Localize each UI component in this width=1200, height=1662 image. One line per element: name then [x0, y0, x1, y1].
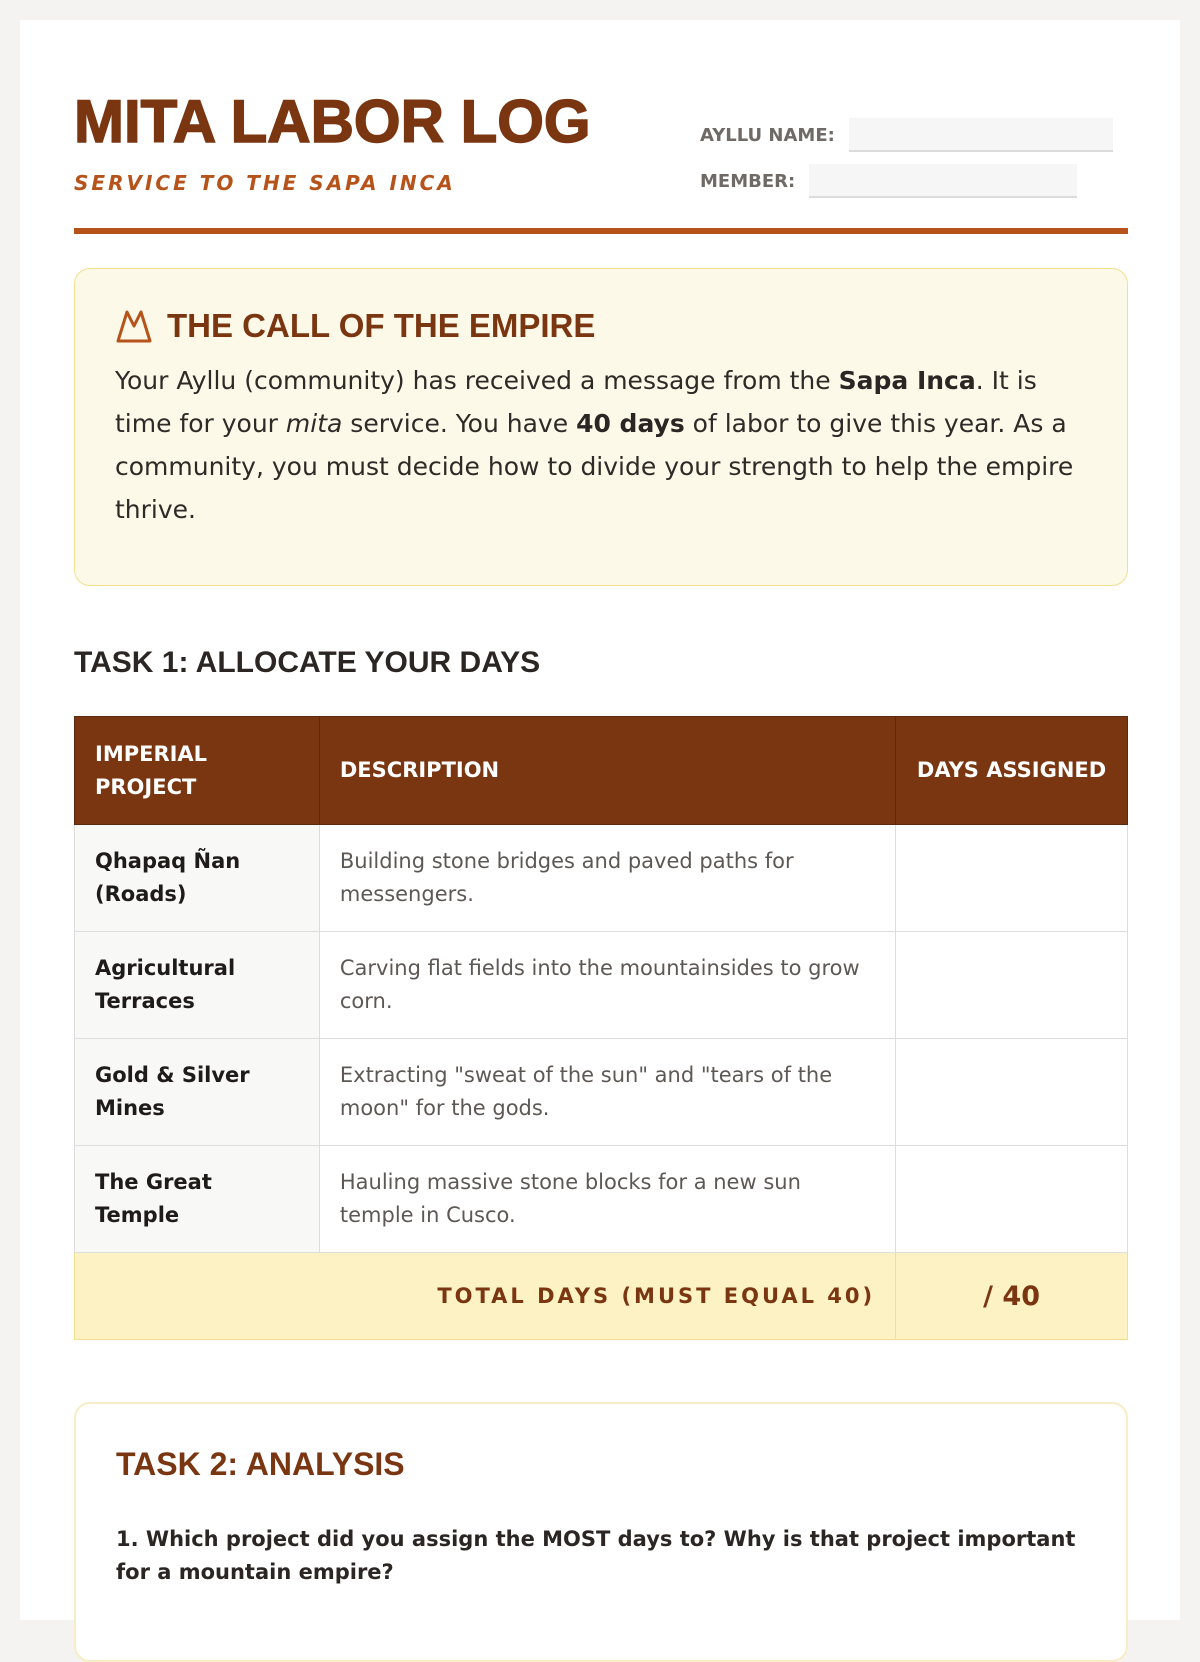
task2-section — [74, 1402, 1128, 1662]
page-title: MITA LABOR LOG — [74, 88, 591, 155]
column-header-project: IMPERIAL PROJECT — [75, 717, 320, 825]
intro-callout — [74, 268, 1128, 586]
column-header-description: DESCRIPTION — [319, 717, 895, 825]
days-assigned-cell[interactable] — [896, 1039, 1128, 1146]
column-header-days: DAYS ASSIGNED — [896, 717, 1128, 825]
project-name: Qhapaq Ñan (Roads) — [75, 825, 320, 932]
project-description: Building stone bridges and paved paths for messengers. — [319, 825, 895, 932]
page-subtitle: SERVICE TO THE SAPA INCA — [74, 171, 456, 195]
intro-text-part: . It is time for your — [115, 366, 1037, 438]
worksheet — [20, 20, 1180, 1620]
intro-text-bold: 40 days — [576, 409, 685, 438]
project-description: Extracting "sweat of the sun" and "tears of the moon" for the gods. — [319, 1039, 895, 1146]
total-value[interactable]: / 40 — [896, 1253, 1128, 1340]
intro-heading — [115, 307, 1087, 345]
table-row — [75, 1146, 1128, 1253]
table-header-row — [75, 717, 1128, 825]
table-row — [75, 825, 1128, 932]
mountain-icon — [115, 308, 153, 344]
question-1: 1. Which project did you assign the MOST days to? Why is that project important for a mountain empire? — [116, 1527, 1076, 1584]
days-assigned-cell[interactable] — [896, 932, 1128, 1039]
project-name: Agricultural Terraces — [75, 932, 320, 1039]
days-assigned-cell[interactable] — [896, 825, 1128, 932]
intro-text-part: service. You have — [342, 409, 577, 438]
table-row — [75, 1039, 1128, 1146]
intro-text-part: of labor to give this year. As a community, you must decide how to divide your strength to help the empire thrive. — [115, 409, 1074, 524]
total-label: TOTAL DAYS (MUST EQUAL 40) — [75, 1253, 896, 1340]
project-name: Gold & Silver Mines — [75, 1039, 320, 1146]
intro-text — [115, 359, 1087, 531]
intro-text-part: Your Ayllu (community) has received a message from the — [115, 366, 839, 395]
member-input[interactable] — [809, 164, 1077, 198]
task2-title: TASK 2: ANALYSIS — [116, 1446, 405, 1482]
intro-title: THE CALL OF THE EMPIRE — [167, 307, 596, 344]
project-description: Hauling massive stone blocks for a new sun temple in Cusco. — [319, 1146, 895, 1253]
intro-text-bold: Sapa Inca — [838, 366, 976, 395]
ayllu-name-label: AYLLU NAME: — [700, 124, 835, 146]
total-row — [75, 1253, 1128, 1340]
table-row — [75, 932, 1128, 1039]
worksheet-header — [74, 74, 1128, 234]
task1-title: TASK 1: ALLOCATE YOUR DAYS — [74, 646, 541, 679]
labor-table — [74, 716, 1128, 1340]
member-row — [700, 164, 1077, 198]
project-description: Carving flat fields into the mountainsides to grow corn. — [319, 932, 895, 1039]
member-label: MEMBER: — [700, 170, 796, 192]
ayllu-name-row — [700, 118, 1113, 152]
project-name: The Great Temple — [75, 1146, 320, 1253]
days-assigned-cell[interactable] — [896, 1146, 1128, 1253]
ayllu-name-input[interactable] — [849, 118, 1113, 152]
intro-text-italic: mita — [285, 409, 343, 438]
